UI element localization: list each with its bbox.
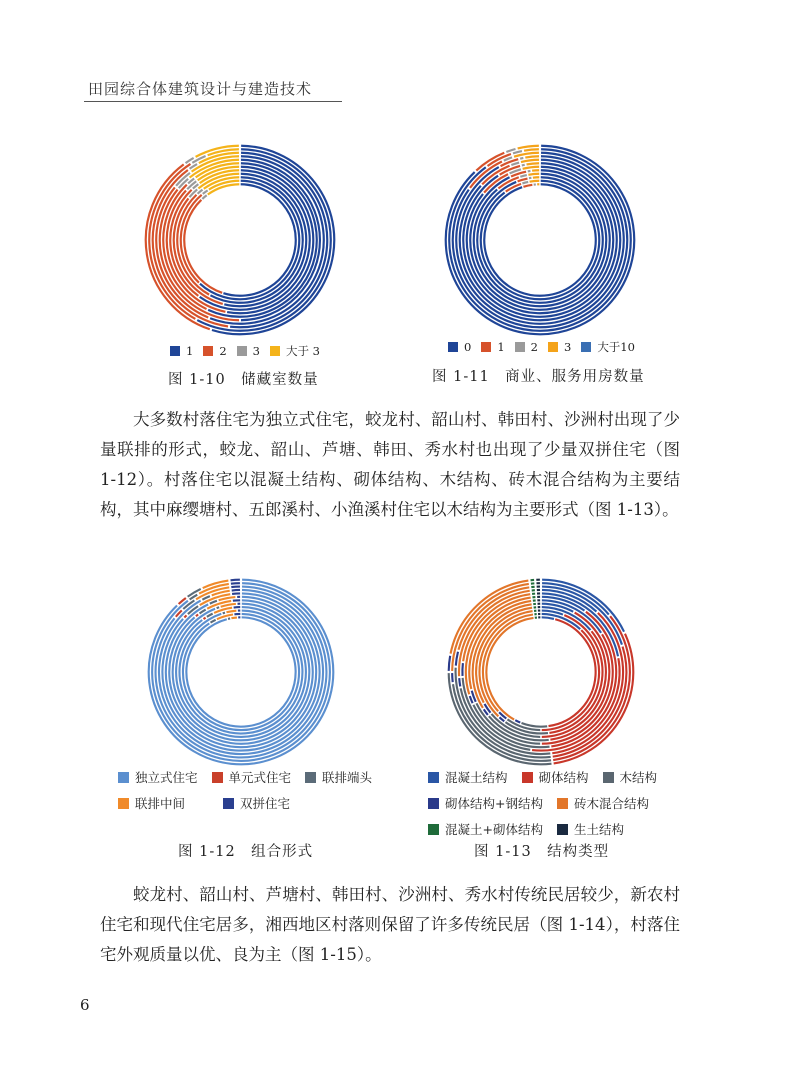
ring-segment-12-1 (542, 617, 554, 619)
ring-segment-1-3 (506, 149, 515, 152)
figure-1-11-chart (440, 140, 640, 340)
legend-label: 联排端头 (322, 770, 373, 785)
ring-segment-11-1 (481, 181, 600, 299)
legend-swatch (581, 342, 591, 352)
legend-label: 2 (530, 340, 538, 354)
figure-1-10-legend (170, 343, 320, 367)
ring-segment-10-2 (518, 179, 528, 182)
ring-segment-5-5 (232, 593, 240, 594)
legend-item (428, 820, 543, 838)
figure-1-13-chart (443, 574, 639, 770)
legend-label: 双拼住宅 (240, 796, 291, 811)
figure-1-12-caption: 图 1-12 组合形式 (178, 844, 314, 860)
legend-item (118, 794, 185, 812)
legend-item (170, 344, 193, 358)
legend-label: 1 (497, 340, 505, 354)
page-number: 6 (80, 996, 90, 1014)
ring-segment-12-4 (231, 618, 237, 619)
ring-segment-9-1 (176, 607, 306, 737)
body-paragraph-1 (100, 405, 680, 525)
legend-label: 砌体结构 (538, 770, 589, 785)
ring-segment-5-3 (511, 163, 519, 166)
legend-label: 联排中间 (135, 796, 186, 811)
paragraph-text: 大多数村落住宅为独立式住宅，蛟龙村、韶山村、韩田村、沙洲村出现了少量联排的形式，蛟龙、韶山、芦塘、韩田、秀水村也出现了少量双拼住宅（图 1-12）。村落住宅以混凝土结构、砌体结构、木结构、砖木混合结构为主要结构，其中麻缨塘村、五郎溪村、小渔溪村住宅以木结构为主要形式（图 1-13）。 (100, 410, 680, 519)
legend-label: 混凝土结构 (445, 770, 508, 785)
legend-swatch (557, 798, 568, 809)
legend-label: 砌体结构+钢结构 (445, 796, 543, 811)
ring-segment-10-1 (477, 177, 603, 302)
ring-segment-10-1 (180, 611, 303, 734)
ring-segment-7-1 (169, 600, 312, 743)
legend-swatch (481, 342, 491, 352)
ring-segment-5-4 (521, 160, 539, 162)
legend-item (212, 768, 292, 786)
legend-item (203, 344, 226, 358)
legend-item (448, 340, 471, 354)
legend-item (428, 794, 543, 812)
legend-swatch (237, 346, 247, 356)
ring-segment-11-3 (203, 190, 208, 194)
ring-segment-2-5 (231, 583, 240, 584)
ring-segment-7-2 (196, 614, 198, 616)
paragraph-text: 蛟龙村、韶山村、芦塘村、韩田村、沙洲村、秀水村传统民居较少，新农村住宅和现代住宅居多，湘西地区村落则保留了许多传统民居（图 1-14），村落住宅外观质量以优、良为主（图 1-15）。 (100, 885, 680, 964)
ring-segment-7-4 (523, 167, 539, 169)
legend-label: 1 (186, 344, 194, 358)
ring-segment-10-4 (499, 717, 504, 721)
legend-item (481, 340, 504, 354)
ring-segment-9-3 (207, 614, 213, 617)
legend-item (557, 820, 624, 838)
ring-segment-4-4 (459, 678, 460, 686)
ring-segment-12-4 (208, 184, 240, 194)
ring-segment-12-2 (523, 185, 532, 187)
figure-1-11-caption: 图 1-11 商业、服务用房数量 (432, 369, 645, 385)
legend-swatch (448, 342, 458, 352)
ring-segment-8-3 (193, 184, 198, 189)
ring-segment-10-3 (198, 190, 203, 194)
ring-segment-1-4 (449, 656, 450, 671)
ring-segment-9-2 (203, 618, 205, 619)
legend-label: 独立式住宅 (135, 770, 198, 785)
legend-label: 2 (219, 344, 227, 358)
legend-item (223, 794, 290, 812)
ring-segment-4-3 (202, 596, 210, 600)
legend-swatch (270, 346, 280, 356)
legend-label: 砖木混合结构 (573, 796, 649, 811)
ring-segment-11-4 (530, 181, 540, 182)
ring-segment-11-1 (200, 181, 299, 299)
ring-segment-11-3 (210, 620, 215, 623)
ring-segment-10-4 (226, 611, 236, 613)
legend-label: 大于 3 (285, 344, 320, 358)
legend-item (581, 339, 635, 355)
ring-segment-3-3 (504, 157, 512, 160)
ring-segment-9-1 (474, 174, 606, 306)
ring-segment-6-4 (470, 696, 473, 703)
ring-segment-4-5 (232, 590, 240, 591)
ring-segment-11-3 (522, 182, 528, 183)
ring-segment-5-4 (462, 663, 463, 676)
legend-swatch (223, 798, 234, 809)
legend-item (270, 343, 320, 359)
legend-label: 大于10 (597, 340, 635, 354)
legend-item (515, 340, 538, 354)
legend-label: 3 (563, 340, 572, 354)
ring-segment-10-3 (223, 613, 225, 614)
ring-segment-3-4 (456, 652, 458, 666)
ring-segment-12-3 (202, 195, 206, 199)
ring-segment-1-4 (518, 146, 539, 149)
body-paragraph-2 (100, 880, 680, 970)
ring-segment-6-1 (166, 597, 316, 747)
figure-1-13-legend (428, 768, 657, 846)
ring-segment-8-1 (470, 170, 610, 309)
legend-swatch (203, 346, 213, 356)
ring-segment-6-4 (527, 163, 540, 164)
legend-label: 3 (252, 344, 260, 358)
figure-1-12-legend (118, 768, 372, 820)
legend-item (557, 794, 649, 812)
legend-swatch (428, 798, 439, 809)
ring-segment-6-3 (522, 165, 525, 166)
ring-segment-4-3 (520, 158, 523, 159)
running-head-rule (84, 101, 342, 102)
ring-segment-4-4 (525, 156, 539, 157)
legend-swatch (522, 772, 533, 783)
figure-1-10-chart (140, 140, 340, 340)
ring-segment-9-4 (528, 174, 539, 175)
ring-segment-6-3 (210, 601, 217, 604)
ring-segment-12-1 (186, 617, 295, 726)
ring-segment-9-3 (520, 175, 527, 177)
legend-item (522, 768, 589, 786)
legend-label: 木结构 (619, 770, 658, 785)
ring-segment-12-1 (484, 184, 596, 295)
legend-item (118, 768, 198, 786)
ring-segment-2-3 (453, 684, 551, 761)
legend-swatch (603, 772, 614, 783)
legend-item (237, 344, 260, 358)
legend-item (305, 768, 372, 786)
ring-segment-2-3 (513, 151, 522, 153)
figure-1-11-legend (448, 339, 635, 363)
legend-swatch (428, 824, 439, 835)
legend-swatch (305, 772, 316, 783)
legend-swatch (118, 798, 129, 809)
ring-segment-2-4 (524, 149, 539, 150)
legend-swatch (548, 342, 558, 352)
ring-segment-6-1 (463, 163, 617, 316)
legend-label: 0 (464, 340, 472, 354)
ring-segment-5-2 (184, 615, 186, 617)
legend-swatch (557, 824, 568, 835)
figure-1-13-caption: 图 1-13 结构类型 (474, 844, 610, 860)
legend-item (603, 768, 658, 786)
ring-segment-12-4 (515, 720, 520, 722)
legend-label: 混凝土+砌体结构 (445, 822, 543, 837)
running-head-title: 田园综合体建筑设计与建造技术 (88, 80, 313, 98)
ring-segment-8-4 (221, 604, 236, 607)
legend-label: 单元式住宅 (228, 770, 292, 785)
ring-segment-9-1 (224, 174, 306, 306)
ring-segment-11-1 (183, 614, 299, 730)
ring-segment-3-5 (231, 587, 240, 588)
legend-swatch (170, 346, 180, 356)
ring-segment-1-5 (231, 580, 240, 581)
figure-1-12-chart (143, 574, 339, 770)
ring-segment-8-1 (173, 604, 310, 741)
legend-swatch (515, 342, 525, 352)
ring-segment-8-3 (217, 607, 220, 608)
legend-item (548, 340, 571, 354)
figure-1-10-caption: 图 1-10 储藏室数量 (168, 372, 319, 388)
ring-segment-2-4 (452, 673, 453, 682)
legend-swatch (428, 772, 439, 783)
ring-segment-12-3 (522, 723, 548, 727)
legend-swatch (118, 772, 129, 783)
legend-item (428, 768, 508, 786)
legend-swatch (212, 772, 223, 783)
legend-label: 生土结构 (573, 822, 624, 837)
